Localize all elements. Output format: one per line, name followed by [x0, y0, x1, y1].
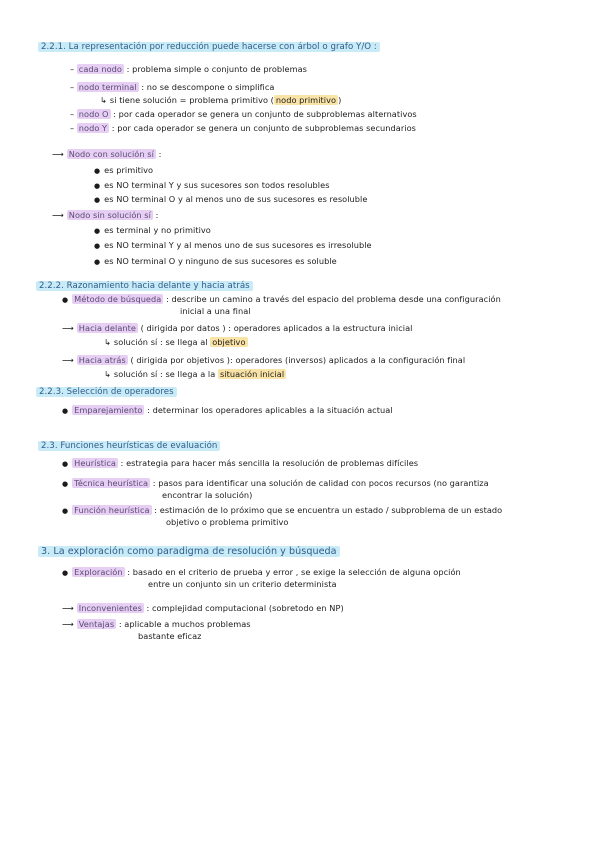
- list-item-nodo-o: – nodo O : por cada operador se genera un conjunto de subproblemas alternativos: [70, 109, 417, 119]
- delante-solution: ↳ solución sí : se llega al objetivo: [104, 337, 246, 347]
- tecnica-line-2: encontrar la solución): [162, 490, 253, 500]
- term-tecnica-heuristica: Técnica heurística: [74, 478, 149, 488]
- funcion-line-2: objetivo o problema primitivo: [166, 517, 289, 527]
- bullet-icon: ●: [62, 507, 69, 515]
- bullet-icon: ●: [94, 196, 101, 204]
- section-title-2-2-3: 2.2.3. Selección de operadores: [36, 387, 177, 398]
- return-arrow-icon: ↳: [104, 337, 111, 347]
- bullet-icon: ●: [94, 182, 101, 190]
- arrow-right-icon: ⟶: [52, 210, 64, 220]
- ventajas-line-2: bastante eficaz: [138, 631, 202, 641]
- term-nodo-y: nodo Y: [78, 123, 108, 133]
- funcion-line-1: ● Función heurística : estimación de lo próximo que se encuentra un estado / subproblema de un estado: [62, 505, 503, 515]
- bullet-icon: ●: [94, 242, 101, 250]
- section-title-3: 3. La exploración como paradigma de resolución y búsqueda: [38, 546, 340, 557]
- term-inconvenientes: Inconvenientes: [78, 603, 142, 613]
- list-item: ● es NO terminal Y y sus sucesores son todos resolubles: [94, 180, 330, 190]
- arrow-right-icon: ⟶: [62, 355, 74, 365]
- term-heuristica: Heurística: [74, 458, 116, 468]
- section-title-2-2-2: 2.2.2. Razonamiento hacia delante y hacia atrás: [36, 281, 253, 292]
- heuristica-line: ● Heurística : estrategia para hacer más sencilla la resolución de problemas difíciles: [62, 458, 419, 468]
- section-title-2-3: 2.3. Funciones heurísticas de evaluación: [38, 441, 220, 452]
- bullet-icon: ●: [62, 460, 69, 468]
- list-item: ● es primitivo: [94, 165, 154, 175]
- return-arrow-icon: ↳: [100, 95, 107, 105]
- list-item-cada-nodo: – cada nodo : problema simple o conjunto de problemas: [70, 64, 307, 74]
- term-nodo-o: nodo O: [78, 109, 109, 119]
- exploracion-line-2: entre un conjunto sin un criterio determinista: [148, 579, 337, 589]
- arrow-right-icon: ⟶: [62, 619, 74, 629]
- list-item: ● es terminal y no primitivo: [94, 225, 211, 235]
- list-item-nodo-terminal: – nodo terminal : no se descompone o simplifica: [70, 82, 275, 92]
- bullet-icon: ●: [62, 569, 69, 577]
- bullet-icon: ●: [62, 407, 69, 415]
- inconvenientes-line: ⟶ Inconvenientes : complejidad computacional (sobretodo en NP): [62, 603, 344, 613]
- list-item: ● es NO terminal O y al menos uno de sus sucesores es resoluble: [94, 194, 368, 204]
- bullet-icon: ●: [62, 296, 69, 304]
- list-item: ● es NO terminal Y y al menos uno de sus sucesores es irresoluble: [94, 240, 372, 250]
- arrow-right-icon: ⟶: [52, 149, 64, 159]
- list-item-nodo-primitivo: ↳ si tiene solución = problema primitivo ( nodo primitivo ): [100, 95, 342, 105]
- term-hacia-atras: Hacia atrás: [78, 355, 126, 365]
- atras-line: ⟶ Hacia atrás ( dirigida por objetivos ): operadores (inversos) aplicados a la configuración final: [62, 355, 466, 365]
- bullet-icon: ●: [94, 227, 101, 235]
- metodo-line-2: inicial a una final: [180, 306, 251, 316]
- term-metodo-busqueda: Método de búsqueda: [74, 294, 162, 304]
- term-hacia-delante: Hacia delante: [78, 323, 136, 333]
- emparejamiento-line: ● Emparejamiento : determinar los operadores aplicables a la situación actual: [62, 405, 393, 415]
- section-title-2-2-1: 2.2.1. La representación por reducción puede hacerse con árbol o grafo Y/O :: [38, 42, 380, 53]
- term-exploracion: Exploración: [74, 567, 123, 577]
- metodo-line-1: ● Método de búsqueda : describe un camino a través del espacio del problema desde una configuración: [62, 294, 501, 304]
- return-arrow-icon: ↳: [104, 369, 111, 379]
- bullet-icon: ●: [94, 258, 101, 266]
- term-nodo-terminal: nodo terminal: [78, 82, 137, 92]
- list-item: ● es NO terminal O y ninguno de sus sucesores es soluble: [94, 256, 337, 266]
- atras-solution: ↳ solución sí : se llega a la situación inicial: [104, 369, 285, 379]
- term-emparejamiento: Emparejamiento: [74, 405, 143, 415]
- term-cada-nodo: cada nodo: [78, 64, 122, 74]
- list-item-nodo-y: – nodo Y : por cada operador se genera un conjunto de subproblemas secundarios: [70, 123, 416, 133]
- bullet-icon: ●: [94, 167, 101, 175]
- tecnica-line-1: ● Técnica heurística : pasos para identificar una solución de calidad con pocos recursos (no garantiza: [62, 478, 489, 488]
- ventajas-line-1: ⟶ Ventajas : aplicable a muchos problemas: [62, 619, 251, 629]
- arrow-right-icon: ⟶: [62, 323, 74, 333]
- delante-line: ⟶ Hacia delante ( dirigida por datos ) : operadores aplicados a la estructura inicial: [62, 323, 413, 333]
- solved-heading: ⟶ Nodo con solución sí :: [52, 149, 162, 159]
- exploracion-line-1: ● Exploración : basado en el criterio de prueba y error , se exige la selección de alguna opción: [62, 567, 461, 577]
- term-ventajas: Ventajas: [78, 619, 115, 629]
- arrow-right-icon: ⟶: [62, 603, 74, 613]
- unsolved-heading: ⟶ Nodo sin solución sí :: [52, 210, 159, 220]
- term-funcion-heuristica: Función heurística: [74, 505, 150, 515]
- bullet-icon: ●: [62, 480, 69, 488]
